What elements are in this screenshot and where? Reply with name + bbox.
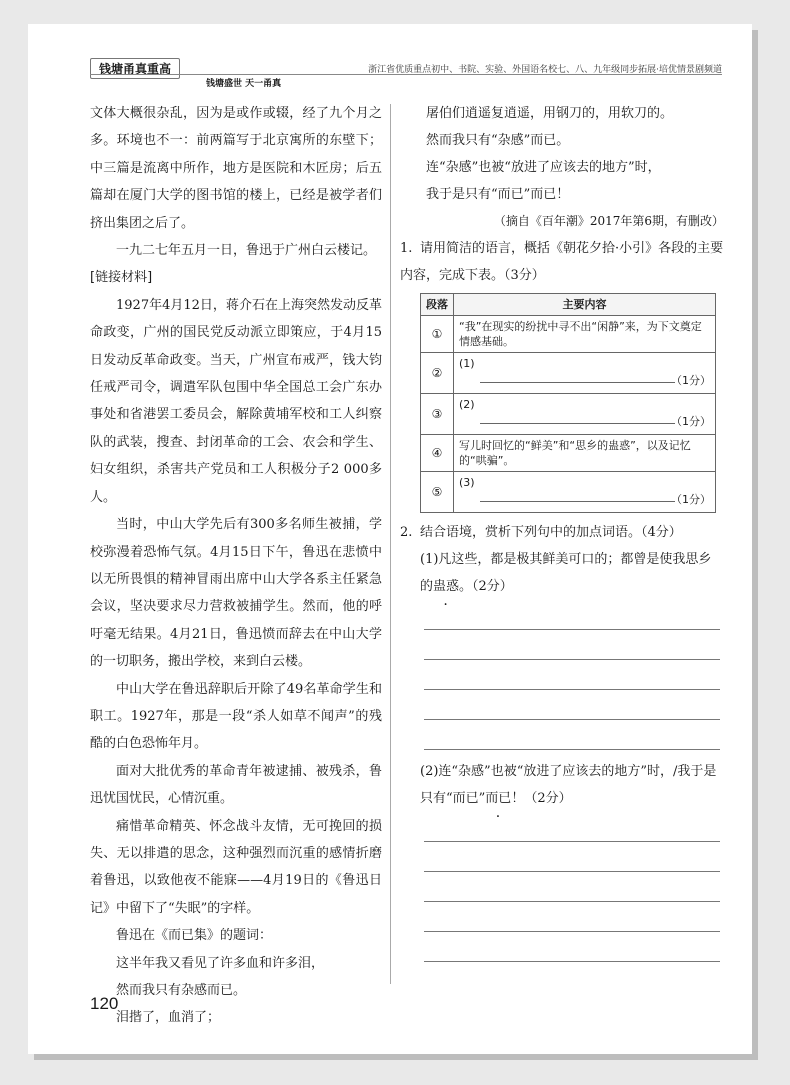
verse-line: 我于是只有“而已”而已！: [426, 187, 570, 202]
row-content: 写儿时回忆的“鲜美”和“思乡的蛊惑”，以及记忆的“哄骗”。: [454, 435, 716, 472]
page-number: 120: [90, 994, 119, 1013]
blank-label: (3): [459, 476, 475, 489]
paragraph: 文体大概很杂乱，因为是或作或辍，经了九个月之多。环境也不一：前两篇写于北京寓所的东壁下；中三篇是流离中所作，地方是医院和木匠房；后五篇却在厦门大学的图书馆的楼上，已经是被学者们挤出集团之后了。: [90, 106, 382, 231]
paragraph: 1927年4月12日，蒋介石在上海突然发动反革命政变，广州的国民党反动派立即策应，于4月15日发动反革命政变。当天，广州宣布戒严，钱大钧任戒严司令，调遣军队包围中华全国总工会广东办事处和省港罢工委员会，解除黄埔军校和工人纠察队的武装，搜查、封闭革命的工会、农会和学生、妇女组织，杀害共产党员和工人积极分子2 000多人。: [90, 297, 382, 505]
verse-line: 连“杂感”也被“放进了应该去的地方”时，: [426, 160, 661, 175]
table-row: [421, 472, 716, 513]
answer-line[interactable]: [424, 690, 720, 720]
score-label: （1分）: [671, 374, 711, 387]
row-index: ②: [421, 353, 454, 394]
sub-question-1: [400, 546, 724, 600]
row-index: ③: [421, 394, 454, 435]
answer-blank[interactable]: [454, 394, 716, 435]
page-header: [28, 24, 752, 89]
link-material-label: [链接材料]: [90, 270, 153, 286]
series-title: 浙江省优质重点初中、书院、实验、外国语名校七、八、九年级同步拓展·培优情景剧频道: [368, 65, 722, 75]
sub-question-text: (1)凡这些，都是极其鲜美可口的；都曾是使我思乡的: [420, 552, 712, 594]
summary-table: [420, 293, 716, 513]
question-text: 请用简洁的语言，概括《朝花夕拾·小引》各段的主要内容，完成下表。（3分）: [400, 241, 724, 283]
verse-line: 泪揩了，血消了；: [116, 1010, 221, 1026]
table-header-paragraph: 段落: [421, 294, 454, 316]
sub-question-score: ！（2分）: [511, 791, 572, 806]
row-content: “我”在现实的纷扰中寻不出“闲静”来，为下文奠定情感基础。: [454, 316, 716, 353]
dotted-word: 蛊惑: [433, 579, 460, 594]
column-divider: [390, 104, 391, 984]
paragraph: 痛惜革命精英、怀念战斗友情，无可挽回的损失、无以排遣的思念，这种强烈而沉重的感情折磨着鲁迅，以致他夜不能寐——4月19日的《鲁迅日记》中留下了“失眠”的字样。: [90, 818, 382, 916]
answer-line[interactable]: [424, 842, 720, 872]
question-number: 2.: [400, 525, 413, 540]
answer-blank[interactable]: [454, 472, 716, 513]
sub-question-text: (2)连“杂感”也被“放进了应该去的地方”时，/我于是只有“而已”: [420, 764, 717, 806]
brand-subtitle: 钱塘盛世 天一甬真: [206, 79, 282, 89]
answer-line[interactable]: [424, 872, 720, 902]
answer-blank[interactable]: [454, 353, 716, 394]
score-label: （1分）: [671, 493, 711, 506]
table-header-content: 主要内容: [454, 294, 716, 316]
score-label: （1分）: [671, 415, 711, 428]
table-row: [421, 435, 716, 472]
row-index: ⑤: [421, 472, 454, 513]
question-number: 1.: [400, 241, 413, 256]
question-2: [400, 519, 724, 546]
right-column: [400, 100, 724, 962]
blank-label: (1): [459, 357, 475, 370]
verse-line: 屠伯们逍遥复逍遥，用钢刀的，用软刀的。: [426, 106, 674, 121]
paragraph: 当时，中山大学先后有300多名师生被捕，学校弥漫着恐怖气氛。4月15日下午，鲁迅在悲愤中以无所畏惧的精神冒雨出席中山大学各系主任紧急会议，坚决要求尽力营救被捕学生。然而，他的呼吁毫无结果。4月21日，鲁迅愤而辞去在中山大学的一切职务，搬出学校，来到白云楼。: [90, 517, 382, 670]
paragraph: 鲁迅在《而已集》的题词：: [116, 928, 273, 944]
question-text: 结合语境，赏析下列句中的加点词语。（4分）: [420, 525, 682, 540]
source-citation: （摘自《百年潮》2017年第6期，有删改）: [493, 214, 724, 228]
blank-line: [480, 501, 675, 502]
table-row: [421, 353, 716, 394]
sub-question-score: 。（2分）: [459, 579, 513, 594]
paragraph: 中山大学在鲁迅辞职后开除了49名革命学生和职工。1927年，那是一段“杀人如草不闻声”的残酷的白色恐怖年月。: [90, 681, 382, 752]
dotted-word: 而已: [485, 791, 512, 806]
question-1: [400, 235, 724, 289]
table-row: [421, 316, 716, 353]
row-index: ①: [421, 316, 454, 353]
answer-line[interactable]: [424, 600, 720, 630]
verse-line: 这半年我又看见了许多血和许多泪，: [116, 955, 325, 971]
page: [28, 24, 752, 1054]
sub-question-2: [400, 758, 724, 812]
answer-line[interactable]: [424, 720, 720, 750]
paragraph: 一九二七年五月一日，鲁迅于广州白云楼记。: [116, 243, 377, 259]
brand-label: 钱塘甬真重高: [90, 58, 180, 79]
paragraph: 面对大批优秀的革命青年被逮捕、被残杀，鲁迅忧国忧民，心情沉重。: [90, 763, 382, 807]
blank-label: (2): [459, 398, 475, 411]
row-index: ④: [421, 435, 454, 472]
verse-line: 然而我只有杂感而已。: [116, 983, 247, 998]
blank-line: [480, 423, 675, 424]
verse-line: 然而我只有“杂感”而已。: [426, 133, 570, 148]
answer-line[interactable]: [424, 932, 720, 962]
answer-line[interactable]: [424, 630, 720, 660]
left-column: [90, 100, 382, 1032]
blank-line: [480, 382, 675, 383]
answer-line[interactable]: [424, 812, 720, 842]
answer-line[interactable]: [424, 660, 720, 690]
table-row: [421, 394, 716, 435]
answer-line[interactable]: [424, 902, 720, 932]
